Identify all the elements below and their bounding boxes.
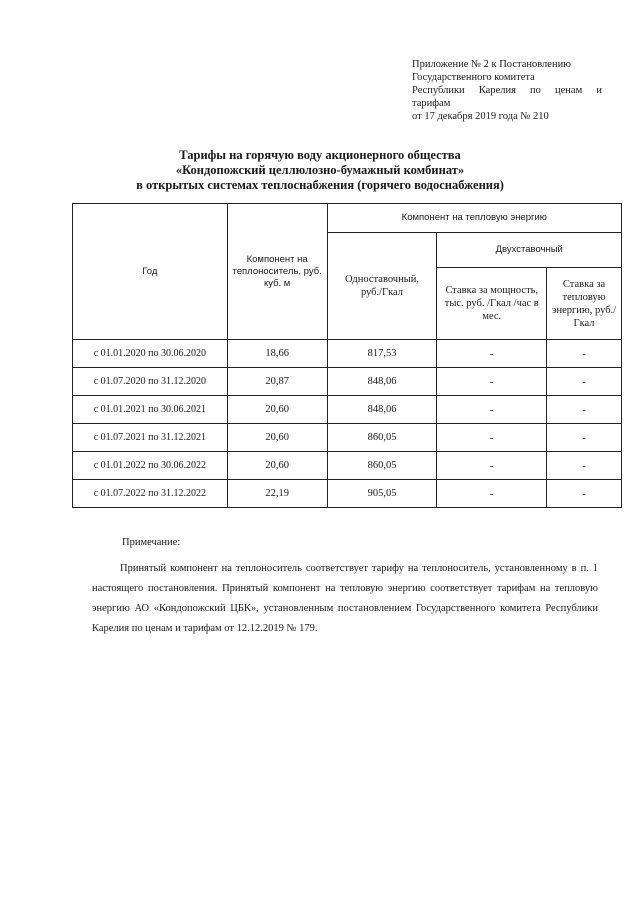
row-energy-rate: - (547, 340, 622, 368)
row-carrier: 18,66 (227, 340, 327, 368)
row-carrier: 20,87 (227, 368, 327, 396)
row-capacity-rate: - (437, 424, 547, 452)
row-period: с 01.07.2022 по 31.12.2022 (73, 480, 228, 508)
row-carrier: 20,60 (227, 424, 327, 452)
row-single-rate: 848,06 (327, 368, 437, 396)
row-capacity-rate: - (437, 452, 547, 480)
note-text: Принятый компонент на теплоноситель соответствует тарифу на теплоноситель, установленному в п. 1 настоящего постановления. Принятый компонент на тепловую энергию соответствует тарифам на тепловую энергию АО «Кондопожский ЦБК», установленным постановлением Государственного комитета Республики Карелия по ценам и тарифам от 12.12.2019 № 179. (92, 563, 598, 634)
appendix-word: и (596, 85, 602, 96)
title-line-1: Тарифы на горячую воду акционерного общества (179, 148, 461, 162)
document-title (60, 148, 580, 193)
row-period: с 01.01.2021 по 30.06.2021 (73, 396, 228, 424)
row-single-rate: 817,53 (327, 340, 437, 368)
row-single-rate: 860,05 (327, 452, 437, 480)
table-row (73, 368, 622, 396)
title-line-3: в открытых системах теплоснабжения (горячего водоснабжения) (136, 178, 504, 192)
row-capacity-rate: - (437, 480, 547, 508)
header-energy-rate: Ставка за тепловую энергию, руб./Гкал (547, 268, 622, 340)
row-capacity-rate: - (437, 340, 547, 368)
row-carrier: 20,60 (227, 452, 327, 480)
title-line-2: «Кондопожский целлюлозно-бумажный комбинат» (175, 163, 465, 177)
header-carrier-component: Компонент на теплоноситель, руб. куб. м (227, 204, 327, 340)
appendix-word: Республики (412, 85, 465, 96)
table-row (73, 480, 622, 508)
row-carrier: 22,19 (227, 480, 327, 508)
appendix-line-5: от 17 декабря 2019 года № 210 (412, 111, 549, 122)
row-period: с 01.07.2020 по 31.12.2020 (73, 368, 228, 396)
row-single-rate: 860,05 (327, 424, 437, 452)
header-year: Год (73, 204, 228, 340)
row-energy-rate: - (547, 396, 622, 424)
appendix-line-4: тарифам (412, 98, 451, 109)
appendix-word: по (530, 85, 541, 96)
tariff-table (72, 203, 622, 508)
row-capacity-rate: - (437, 368, 547, 396)
row-carrier: 20,60 (227, 396, 327, 424)
row-energy-rate: - (547, 452, 622, 480)
appendix-line-3 (412, 84, 602, 97)
header-capacity-rate: Ставка за мощность, тыс. руб. /Гкал /час в мес. (437, 268, 547, 340)
row-energy-rate: - (547, 480, 622, 508)
row-period: с 01.01.2022 по 30.06.2022 (73, 452, 228, 480)
appendix-word: ценам (555, 85, 583, 96)
note-label: Примечание: (122, 537, 181, 548)
header-single-rate: Одноставочный, руб./Гкал (327, 233, 437, 340)
row-energy-rate: - (547, 368, 622, 396)
header-two-rate: Двухставочный (437, 233, 622, 268)
appendix-word: Карелия (478, 85, 516, 96)
row-energy-rate: - (547, 424, 622, 452)
appendix-reference (412, 58, 602, 123)
appendix-line-2: Государственного комитета (412, 72, 535, 83)
table-row (73, 452, 622, 480)
row-period: с 01.07.2021 по 31.12.2021 (73, 424, 228, 452)
row-period: с 01.01.2020 по 30.06.2020 (73, 340, 228, 368)
row-capacity-rate: - (437, 396, 547, 424)
row-single-rate: 848,06 (327, 396, 437, 424)
table-row (73, 424, 622, 452)
header-energy-component: Компонент на тепловую энергию (327, 204, 621, 233)
table-row (73, 396, 622, 424)
row-single-rate: 905,05 (327, 480, 437, 508)
table-row (73, 340, 622, 368)
appendix-line-1: Приложение № 2 к Постановлению (412, 59, 572, 70)
